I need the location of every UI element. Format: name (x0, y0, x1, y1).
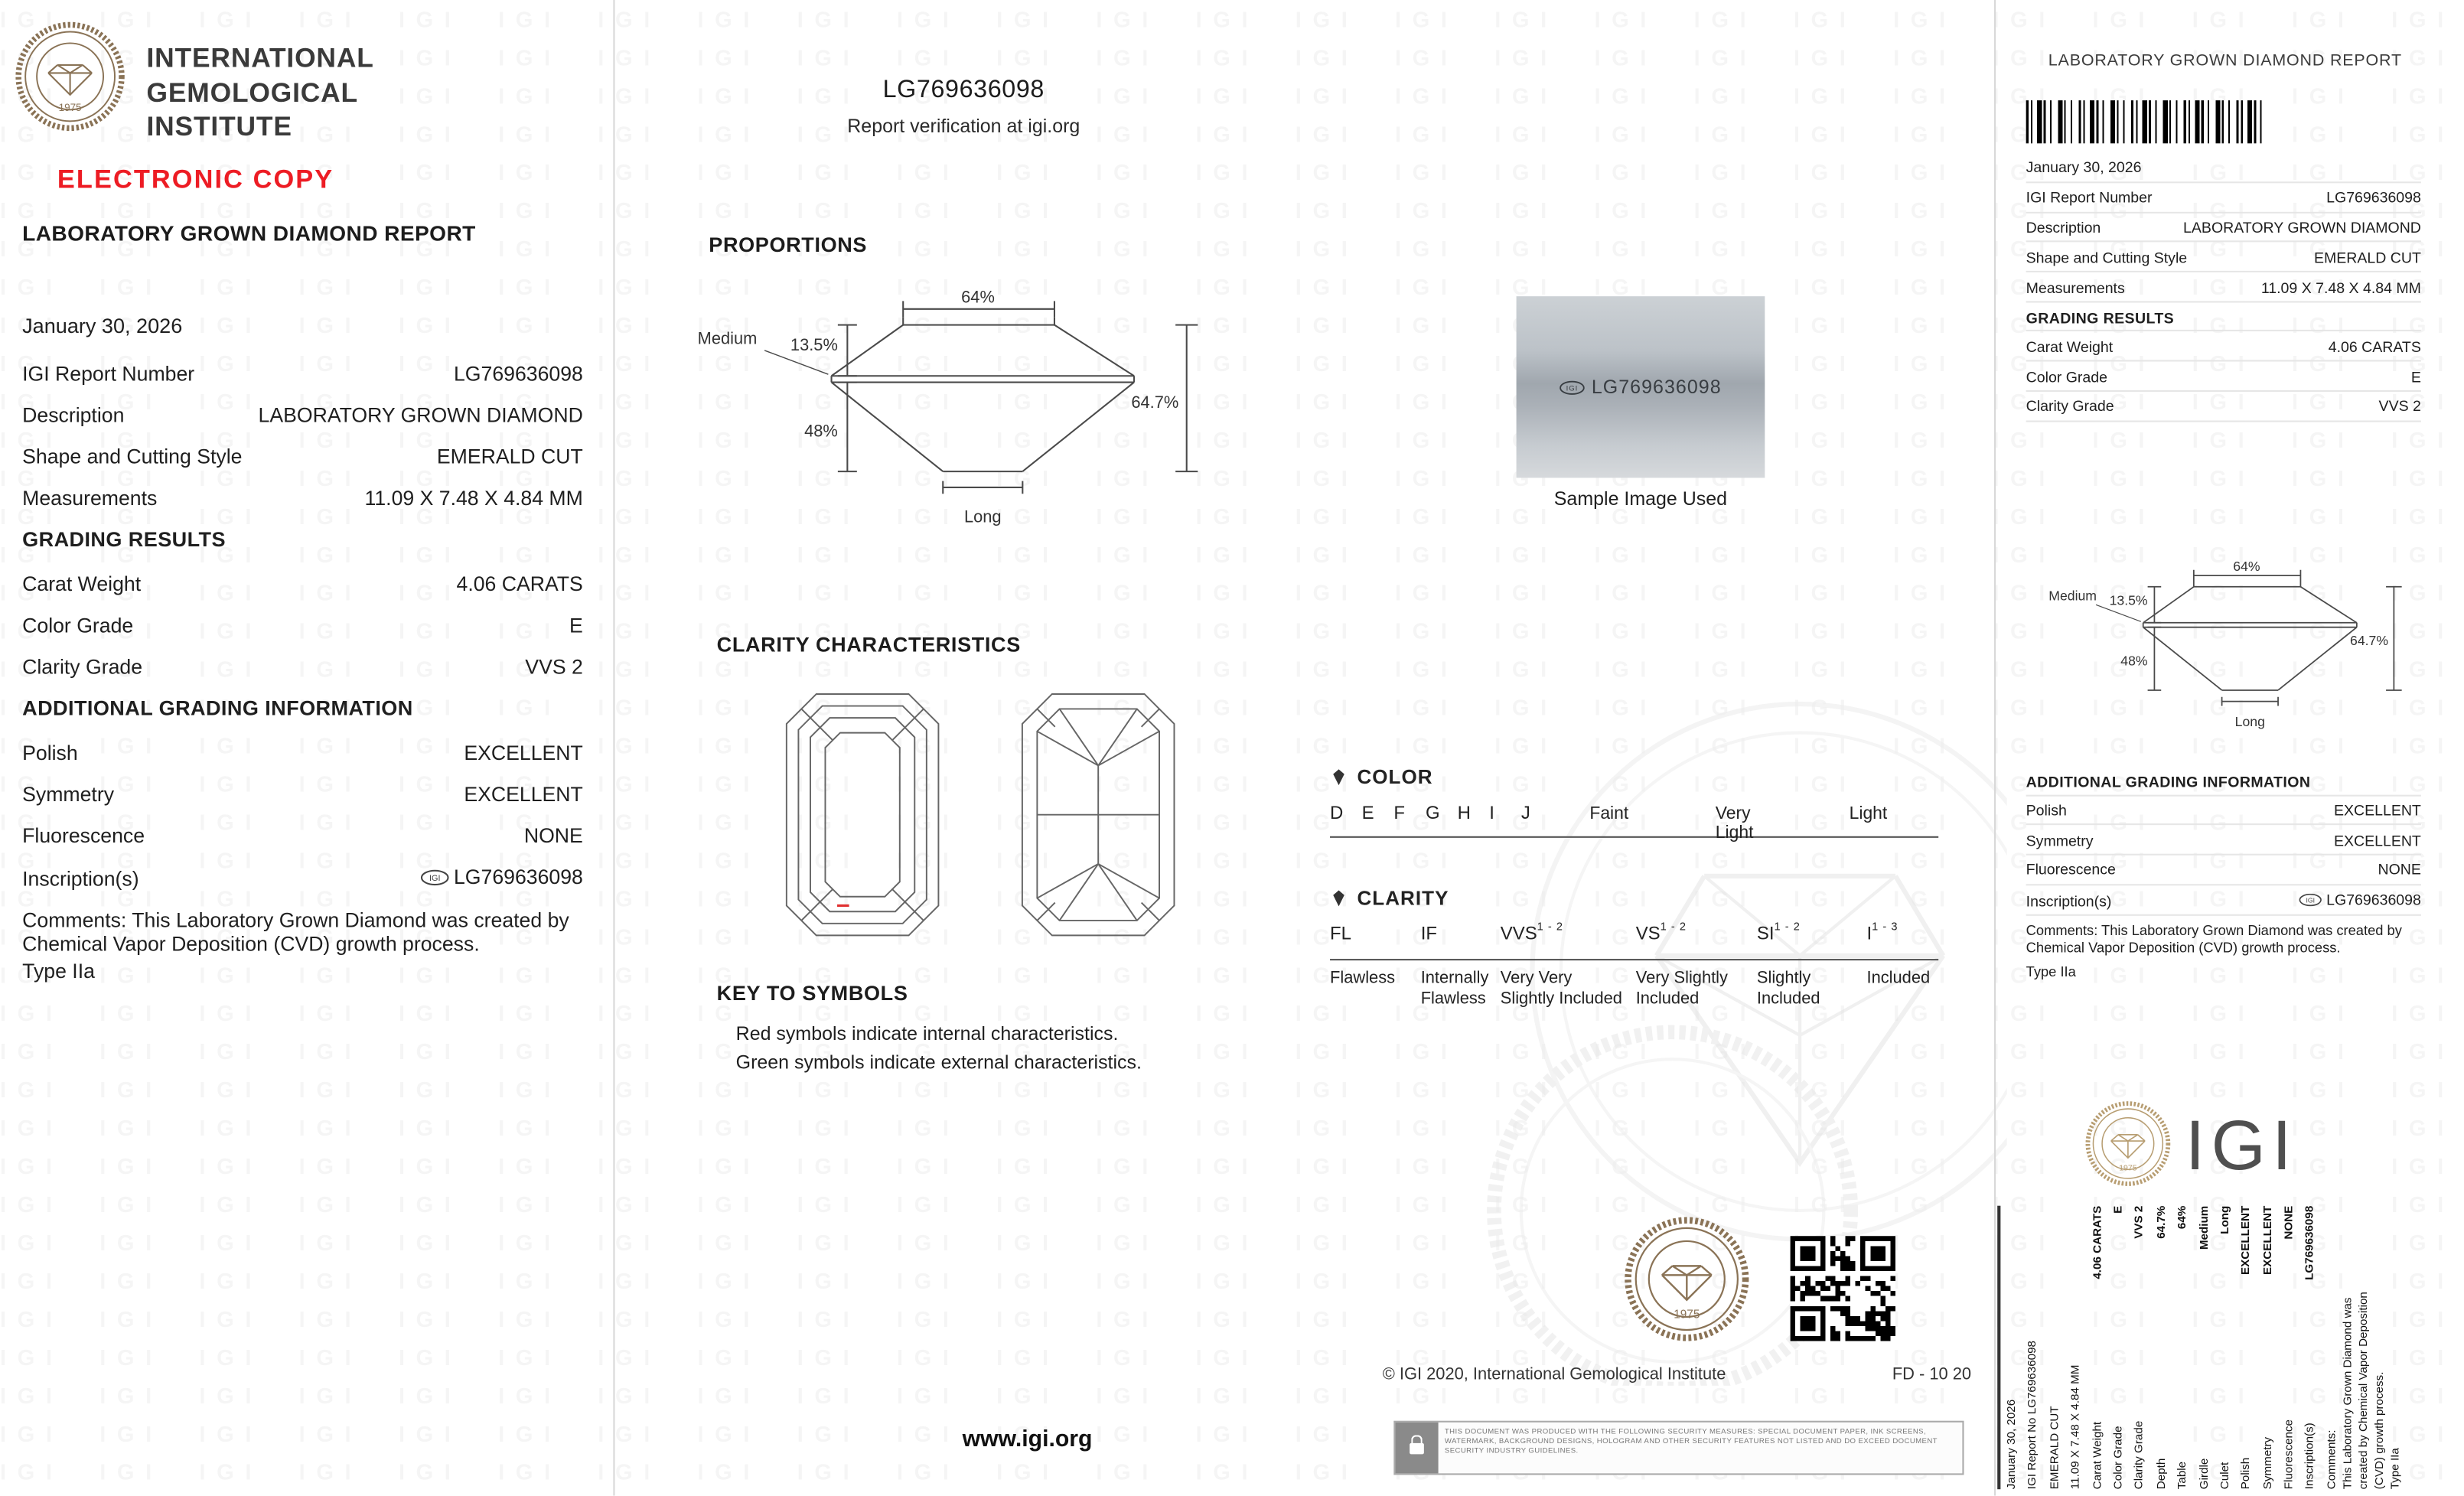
field-value: 11.09 X 7.48 X 4.84 MM (2260, 278, 2421, 296)
panel-row: January 30, 2026 (2026, 153, 2421, 183)
field-label: Fluorescence (22, 823, 145, 848)
igi-seal-stamp (1621, 1214, 1752, 1344)
qr-code (1791, 1236, 1895, 1341)
stub-date: January 30, 2026 (2003, 1399, 2019, 1490)
panel-row (2026, 796, 2421, 826)
field-value: LABORATORY GROWN DIAMOND (258, 403, 583, 427)
panel-row (2026, 856, 2421, 885)
clarity-grade-code: IF (1420, 924, 1438, 944)
form-code: FD - 10 20 (1892, 1364, 1972, 1384)
panel-row (2026, 183, 2421, 213)
panel-row (2026, 362, 2421, 392)
field-value: EXCELLENT (464, 782, 583, 807)
panel-row (2026, 243, 2421, 272)
right-panel-summary (2026, 153, 2421, 422)
key-line-internal: Red symbols indicate internal characteristics. (735, 1022, 1119, 1045)
type-line: Type IIa (2026, 963, 2076, 980)
field-label: Symmetry (22, 782, 115, 807)
right-panel-additional (2026, 766, 2421, 981)
stub-shape: EMERALD CUT (2046, 1406, 2061, 1490)
stub-row: Depth 64.7% (2153, 1205, 2168, 1490)
stub-comment-line: Type IIa (2387, 1448, 2402, 1490)
svg-text:Long: Long (2234, 713, 2265, 729)
stub-comment-line: This Laboratory Grown Diamond was (2339, 1297, 2355, 1490)
color-grade-letter: E (1361, 804, 1374, 824)
comments-text: Comments: This Laboratory Grown Diamond was created by Chemical Vapor Deposition (CVD) growth process. (22, 907, 569, 955)
clarity-codes-row (1330, 924, 1943, 950)
report-number-heading: LG769636098 (882, 76, 1045, 104)
stub-row: Fluorescence NONE (2280, 1205, 2296, 1490)
field-value: LG769636098 (453, 361, 583, 386)
clarity-scale-heading: CLARITY (1330, 887, 1943, 909)
field-row (22, 782, 583, 806)
stub-row: Symmetry EXCELLENT (2259, 1205, 2274, 1490)
field-label: Symmetry (2026, 830, 2094, 849)
color-range-label: Very Light (1715, 804, 1754, 843)
electronic-copy-label: ELECTRONIC COPY (57, 165, 334, 194)
color-grade-letter: F (1393, 804, 1405, 824)
stub-report-no: IGI Report No LG769636098 (2025, 1340, 2040, 1490)
field-value: 4.06 CARATS (456, 572, 583, 596)
stub-comment-line: (CVD) growth process. (2371, 1371, 2386, 1490)
field-label: Shape and Cutting Style (2026, 248, 2188, 266)
color-range-label: Faint (1589, 804, 1629, 824)
verification-text: Report verification at igi.org (847, 114, 1080, 138)
clarity-grade-code: $I^{1 - 3}$ (1866, 922, 1899, 944)
divider (613, 0, 614, 1496)
stub-row: Girdle Medium (2195, 1205, 2211, 1490)
color-letters-row (1330, 804, 1943, 843)
svg-text:48%: 48% (2120, 653, 2148, 669)
stub-row: Inscription(s) LG769636098 (2302, 1205, 2317, 1490)
field-value: EXCELLENT (2333, 830, 2421, 849)
field-label: Measurements (22, 485, 158, 510)
color-scale (1330, 766, 1943, 843)
color-scale-line (1330, 836, 1938, 838)
stub-row: Color Grade E (2110, 1205, 2125, 1490)
field-label: Fluorescence (2026, 860, 2116, 878)
field-value: LG769636098 (2326, 187, 2421, 206)
svg-text:IGI: IGI (429, 873, 441, 883)
field-label: Clarity Grade (2026, 397, 2114, 415)
igi-wordmark: IGI (2185, 1107, 2298, 1185)
culet-label: Long (963, 507, 1002, 526)
seal-year: 1975 (1674, 1308, 1700, 1322)
field-value: VVS 2 (2378, 397, 2421, 415)
key-line-external: Green symbols indicate external characteristics. (735, 1050, 1142, 1073)
field-label: Polish (2026, 800, 2067, 819)
field-row (22, 823, 583, 847)
panel-row (2026, 332, 2421, 362)
field-value: 4.06 CARATS (2328, 337, 2421, 355)
sample-image-caption: Sample Image Used (1553, 487, 1728, 510)
field-row (22, 613, 583, 637)
clarity-grade-code: VVS$^{1 - 2}$ (1500, 922, 1564, 944)
field-label: Carat Weight (22, 572, 142, 596)
sample-inscription: IGI LG769636098 (1560, 376, 1721, 398)
stub-measurements: 11.09 X 7.48 X 4.84 MM (2068, 1364, 2082, 1490)
field-label: Color Grade (2026, 367, 2107, 385)
table-pct: 64% (961, 287, 995, 307)
pavilion-view-diagram (1016, 688, 1180, 941)
igi-seal-logo (13, 19, 128, 134)
clarity-grade-label: Very Slightly Included (1635, 968, 1728, 1008)
color-scale-heading: COLOR (1330, 766, 1943, 788)
color-grade-letter: J (1520, 804, 1530, 824)
field-label: IGI Report Number (2026, 187, 2153, 206)
clarity-grade-label: Very Very Slightly Included (1500, 968, 1622, 1008)
girdle-label: Medium (697, 328, 758, 348)
color-grade-letter: D (1330, 804, 1344, 824)
seal-year: 1975 (58, 101, 82, 113)
stub-comment-line: Comments: (2323, 1429, 2339, 1490)
field-label: Clarity Grade (22, 654, 143, 679)
report-date: January 30, 2026 (22, 314, 183, 338)
field-value: EXCELLENT (464, 740, 583, 765)
clarity-scale-line (1330, 959, 1938, 960)
copyright-text: © IGI 2020, International Gemological Institute (1382, 1364, 1726, 1384)
grading-results-heading: GRADING RESULTS (2026, 302, 2421, 332)
svg-text:IGI: IGI (1566, 383, 1579, 393)
igi-inscription-icon (1560, 380, 1585, 394)
field-value: NONE (523, 823, 583, 848)
color-grade-letter: H (1457, 804, 1471, 824)
field-value: E (2410, 367, 2421, 385)
stub-cut-line (1997, 1206, 2000, 1490)
stub-row: Clarity Grade VVS 2 (2131, 1205, 2146, 1490)
field-row (22, 654, 583, 678)
svg-text:64%: 64% (2233, 559, 2260, 575)
color-grade-letter: I (1489, 804, 1494, 824)
field-label: Inscription(s) (22, 865, 139, 890)
clarity-grade-code: VS$^{1 - 2}$ (1635, 922, 1687, 944)
proportions-diagram-small (2042, 558, 2424, 738)
clarity-scale (1330, 887, 1943, 1032)
field-row (22, 741, 583, 764)
inscription-value: IGI LG769636098 (420, 865, 583, 888)
field-value: NONE (2378, 860, 2421, 878)
clarity-grade-code: FL (1330, 924, 1351, 944)
proportions-heading: PROPORTIONS (709, 232, 868, 257)
field-label: Carat Weight (2026, 337, 2114, 355)
pavilion-pct: 48% (804, 421, 838, 441)
stub (2004, 1206, 2404, 1490)
field-value: VVS 2 (525, 654, 583, 679)
crown-pct: 13.5% (790, 334, 838, 354)
clarity-grade-label: Included (1866, 968, 1931, 988)
field-label: Measurements (2026, 278, 2125, 296)
crown-view-diagram (781, 688, 944, 941)
report-details (22, 314, 583, 982)
igi-inscription-icon (2298, 893, 2322, 906)
proportions-diagram (688, 284, 1230, 539)
svg-text:13.5%: 13.5% (2109, 592, 2148, 608)
grading-results-heading: GRADING RESULTS (22, 526, 226, 552)
barcode (2026, 100, 2262, 143)
gem-icon (1330, 888, 1348, 908)
field-row (22, 362, 583, 386)
report-title: LABORATORY GROWN DIAMOND REPORT (22, 221, 476, 246)
field-value: EMERALD CUT (2313, 248, 2421, 266)
svg-text:Medium: Medium (2048, 588, 2097, 604)
panel-row (2026, 392, 2421, 422)
field-row (22, 572, 583, 595)
field-value: LABORATORY GROWN DIAMOND (2183, 218, 2421, 236)
lock-icon (1395, 1423, 1438, 1474)
field-row (22, 403, 583, 427)
sample-image (1517, 296, 1765, 477)
svg-text:64.7%: 64.7% (2350, 633, 2389, 649)
clarity-grade-code: SI$^{1 - 2}$ (1756, 922, 1801, 944)
field-value: 11.09 X 7.48 X 4.84 MM (364, 485, 583, 510)
inscription-value: IGI LG769636098 (2298, 891, 2421, 908)
field-label: Description (22, 403, 125, 427)
clarity-characteristics-heading: CLARITY CHARACTERISTICS (716, 632, 1021, 657)
right-panel-title: LABORATORY GROWN DIAMOND REPORT (2048, 52, 2402, 70)
divider (1994, 0, 1996, 1496)
panel-row (2026, 826, 2421, 856)
gem-icon (1330, 768, 1348, 787)
key-to-symbols-heading: KEY TO SYMBOLS (716, 981, 908, 1005)
stub-row: Culet Long (2217, 1205, 2231, 1490)
security-text: THIS DOCUMENT WAS PRODUCED WITH THE FOLLOWING SECURITY MEASURES: SPECIAL DOCUMENT PAPER, INK SCREENS, WATERMARK, BACKGROUND DESIGNS, HOLOGRAM AND OTHER SECURITY FEATURES NOT LISTED AND DO EXCEED DOCUMENT SECURITY INDUSTRY GUIDELINES. (1444, 1427, 1938, 1454)
field-value: EXCELLENT (2333, 800, 2421, 819)
additional-grading-heading: ADDITIONAL GRADING INFORMATION (22, 696, 413, 720)
svg-text:IGI: IGI (2305, 895, 2315, 904)
field-label: Inscription(s) (2026, 891, 2112, 909)
color-range-label: Light (1849, 804, 1888, 824)
igi-inscription-icon (420, 869, 448, 885)
field-label: Shape and Cutting Style (22, 444, 243, 468)
panel-row (2026, 885, 2421, 916)
stub-row: Carat Weight 4.06 CARATS (2089, 1205, 2104, 1490)
field-label: Description (2026, 218, 2101, 236)
clarity-labels-row (1330, 969, 1943, 1032)
seal-year: 1975 (2119, 1164, 2137, 1173)
top-center-block (725, 77, 1202, 137)
depth-pct: 64.7% (1131, 392, 1179, 412)
field-row (22, 486, 583, 510)
security-notice (1393, 1421, 1964, 1475)
clarity-grade-label: Flawless (1330, 968, 1396, 988)
clarity-grade-label: Internally Flawless (1420, 968, 1489, 1008)
type-line: Type IIa (22, 958, 95, 983)
panel-row (2026, 213, 2421, 243)
comments-text: Comments: This Laboratory Grown Diamond was created by Chemical Vapor Deposition (CVD) growth process. (2026, 922, 2402, 957)
igi-seal-logo (2084, 1099, 2173, 1188)
brand-name: INTERNATIONAL GEMOLOGICAL INSTITUTE (146, 43, 374, 142)
field-row (22, 445, 583, 468)
field-row (22, 865, 583, 889)
field-value: E (569, 613, 583, 637)
field-label: Polish (22, 740, 78, 765)
additional-grading-heading: ADDITIONAL GRADING INFORMATION (2026, 766, 2421, 796)
field-value: EMERALD CUT (436, 444, 583, 468)
panel-row (2026, 272, 2421, 302)
stub-row: Polish EXCELLENT (2238, 1205, 2253, 1490)
field-label: IGI Report Number (22, 361, 195, 386)
field-label: Color Grade (22, 613, 134, 637)
stub-row: Table 64% (2174, 1205, 2189, 1490)
clarity-grade-label: Slightly Included (1756, 968, 1820, 1008)
stub-comment-line: created by Chemical Vapor Deposition (2355, 1292, 2370, 1490)
key-to-symbols-text (736, 1021, 1142, 1077)
color-grade-letter: G (1425, 804, 1440, 824)
website-text: www.igi.org (962, 1427, 1093, 1453)
